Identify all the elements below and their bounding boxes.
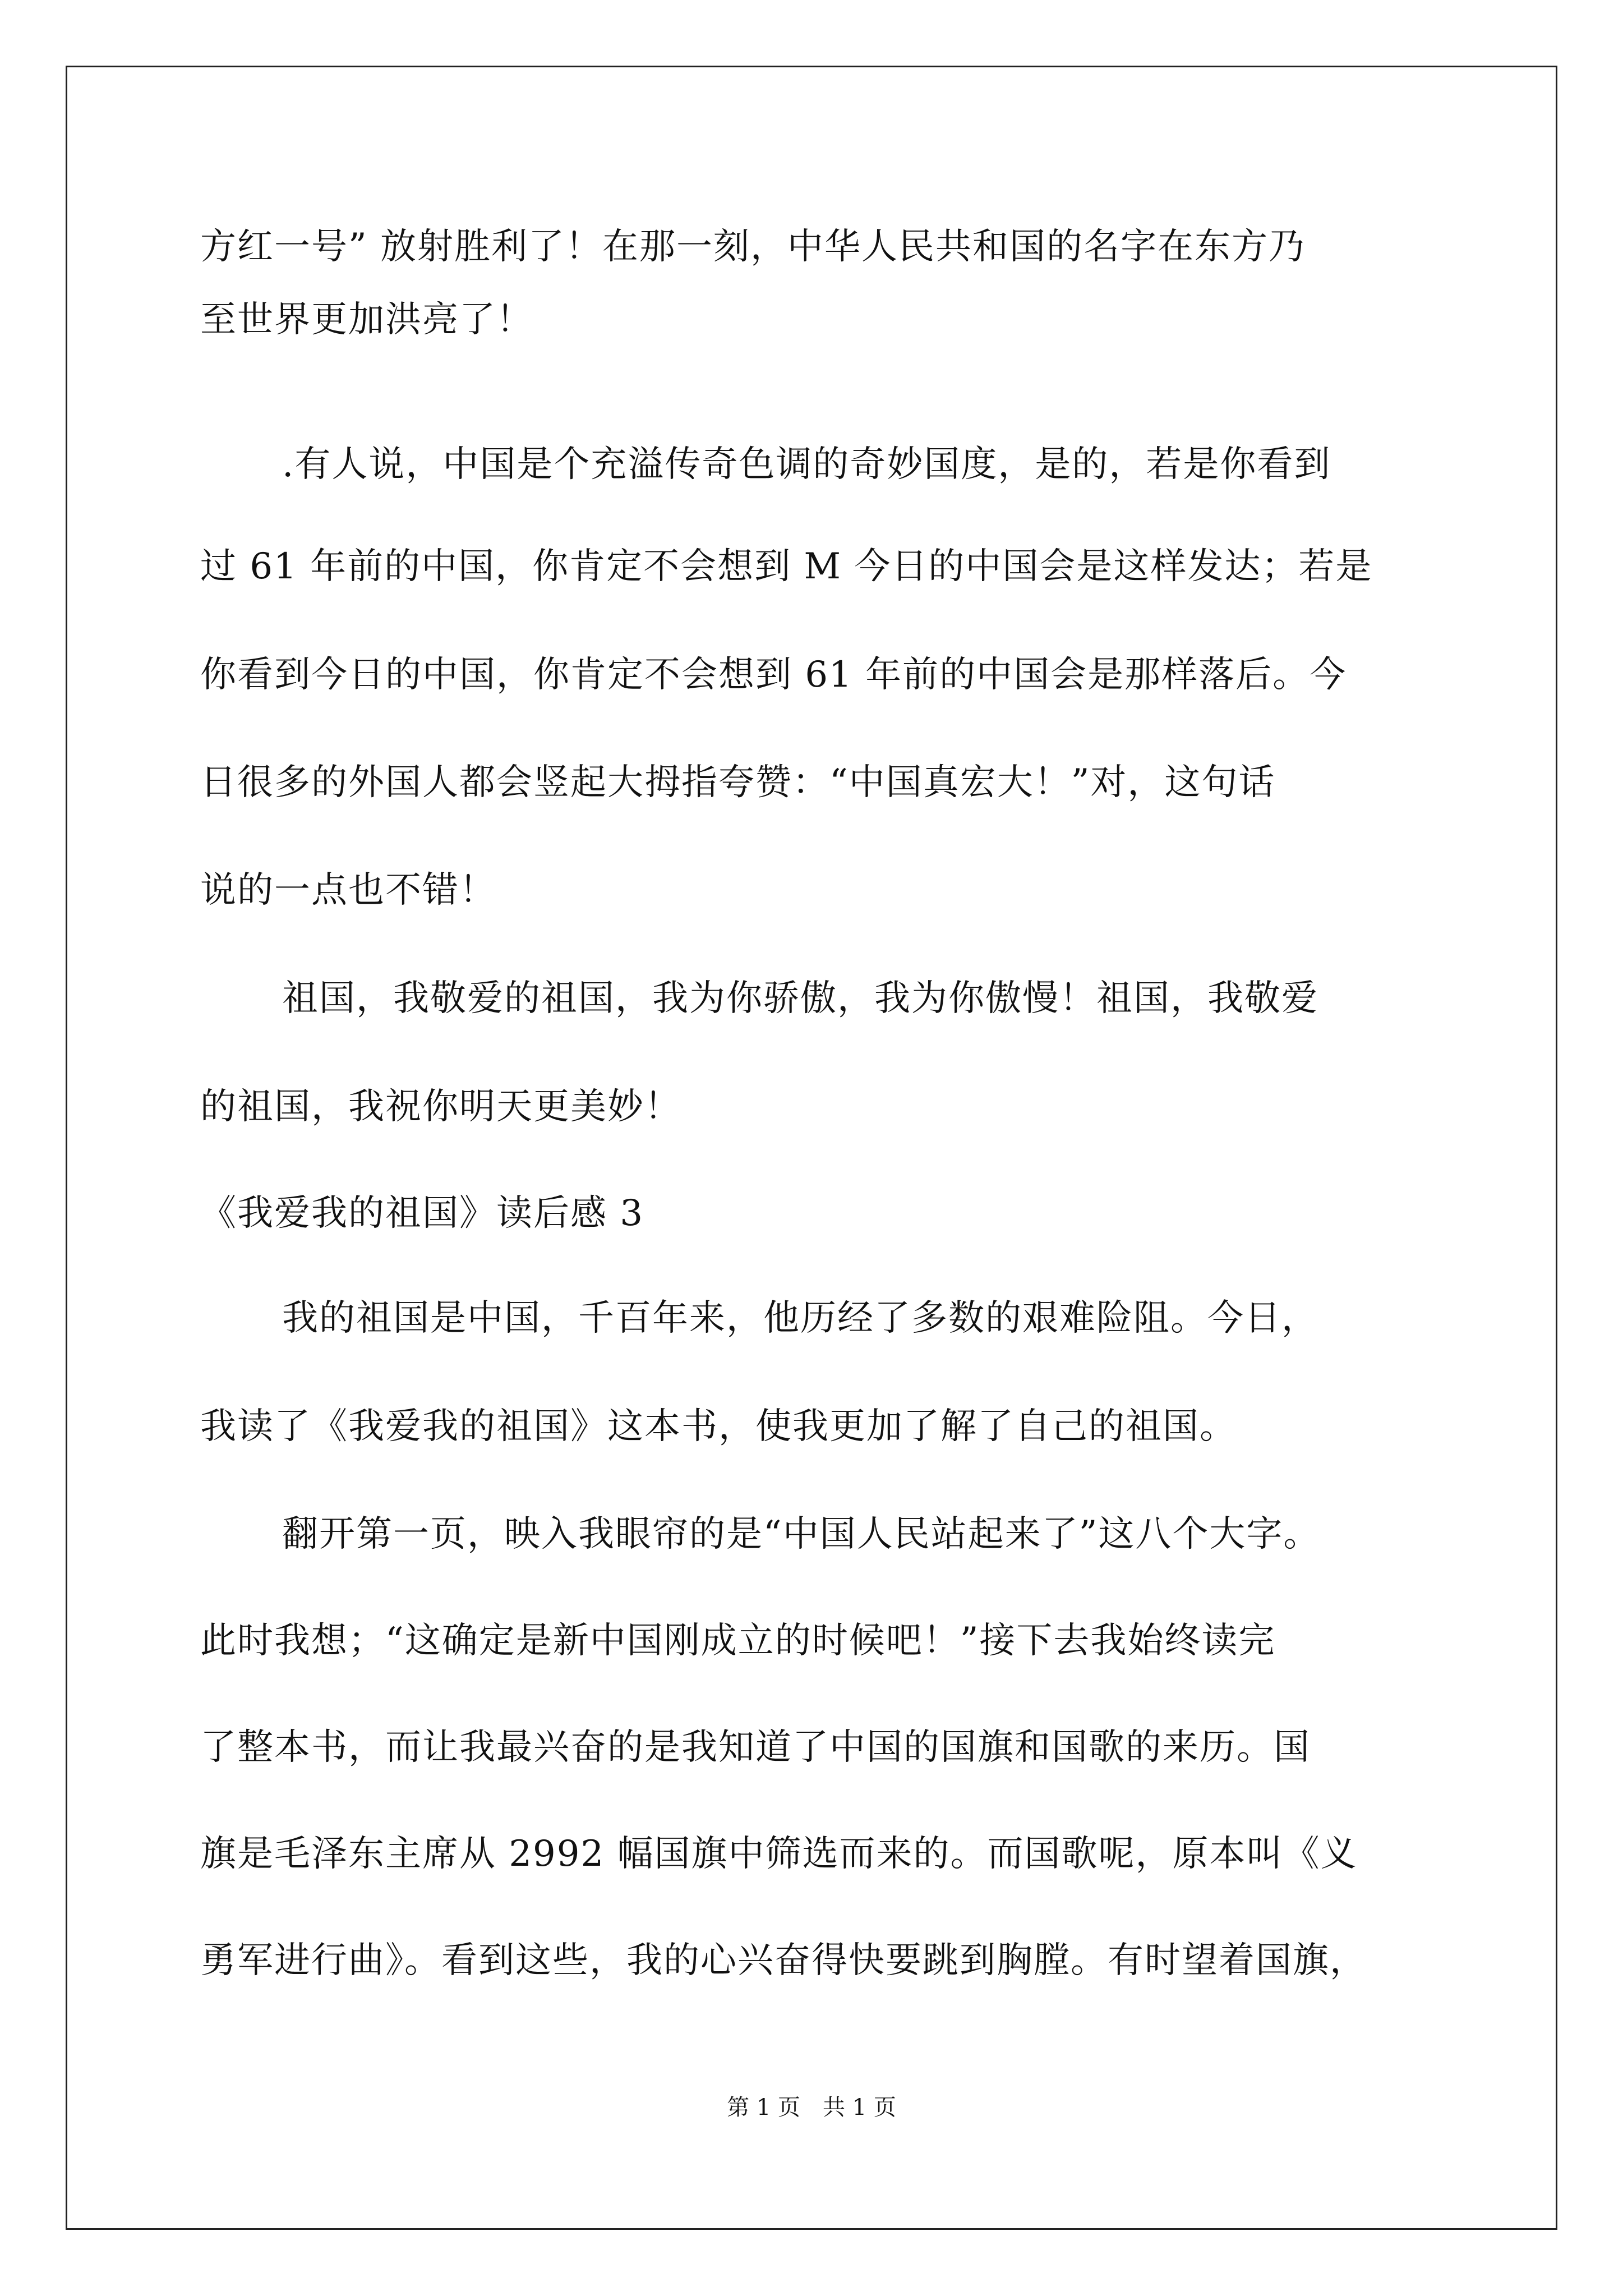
page-number: 第 1 页 共 1 页 <box>727 2095 896 2120</box>
body-line: 至世界更加洪亮了！ <box>200 299 533 341</box>
body-line: 的祖国，我祝你明天更美妙！ <box>200 1086 681 1128</box>
body-line: 祖国，我敬爱的祖国，我为你骄傲，我为你傲慢！祖国，我敬爱 <box>282 978 1318 1019</box>
page-border <box>66 66 1557 2230</box>
body-line: 旗是毛泽东主席从 2992 幅国旗中筛选而来的。而国歌呢，原本叫《义 <box>200 1833 1358 1875</box>
body-line: 此时我想；“这确定是新中国刚成立的时候吧！”接下去我始终读完 <box>200 1620 1276 1662</box>
body-line: 你看到今日的中国，你肯定不会想到 61 年前的中国会是那样落后。今 <box>200 654 1347 696</box>
body-line: 我的祖国是中国，千百年来，他历经了多数的艰难险阻。今日， <box>282 1297 1318 1339</box>
body-line: 了整本书，而让我最兴奋的是我知道了中国的国旗和国歌的来历。国 <box>200 1727 1311 1768</box>
body-line: 翻开第一页，映入我眼帘的是“中国人民站起来了”这八个大字。 <box>282 1513 1321 1555</box>
body-line: .有人说，中国是个充溢传奇色调的奇妙国度，是的，若是你看到 <box>282 444 1331 485</box>
body-line: 我读了《我爱我的祖国》这本书，使我更加了解了自己的祖国。 <box>200 1406 1237 1447</box>
body-line: 说的一点也不错！ <box>200 869 496 911</box>
body-line: 勇军进行曲》。看到这些，我的心兴奋得快要跳到胸膛。有时望着国旗， <box>200 1940 1367 1981</box>
body-line: 方红一号” 放射胜利了！在那一刻，中华人民共和国的名字在东方乃 <box>200 226 1306 268</box>
body-line: 过 61 年前的中国，你肯定不会想到 M 今日的中国会是这样发达；若是 <box>200 546 1373 587</box>
body-line: 日很多的外国人都会竖起大拇指夸赞：“中国真宏大！”对，这句话 <box>200 762 1276 803</box>
section-heading: 《我爱我的祖国》读后感 3 <box>200 1193 644 1234</box>
